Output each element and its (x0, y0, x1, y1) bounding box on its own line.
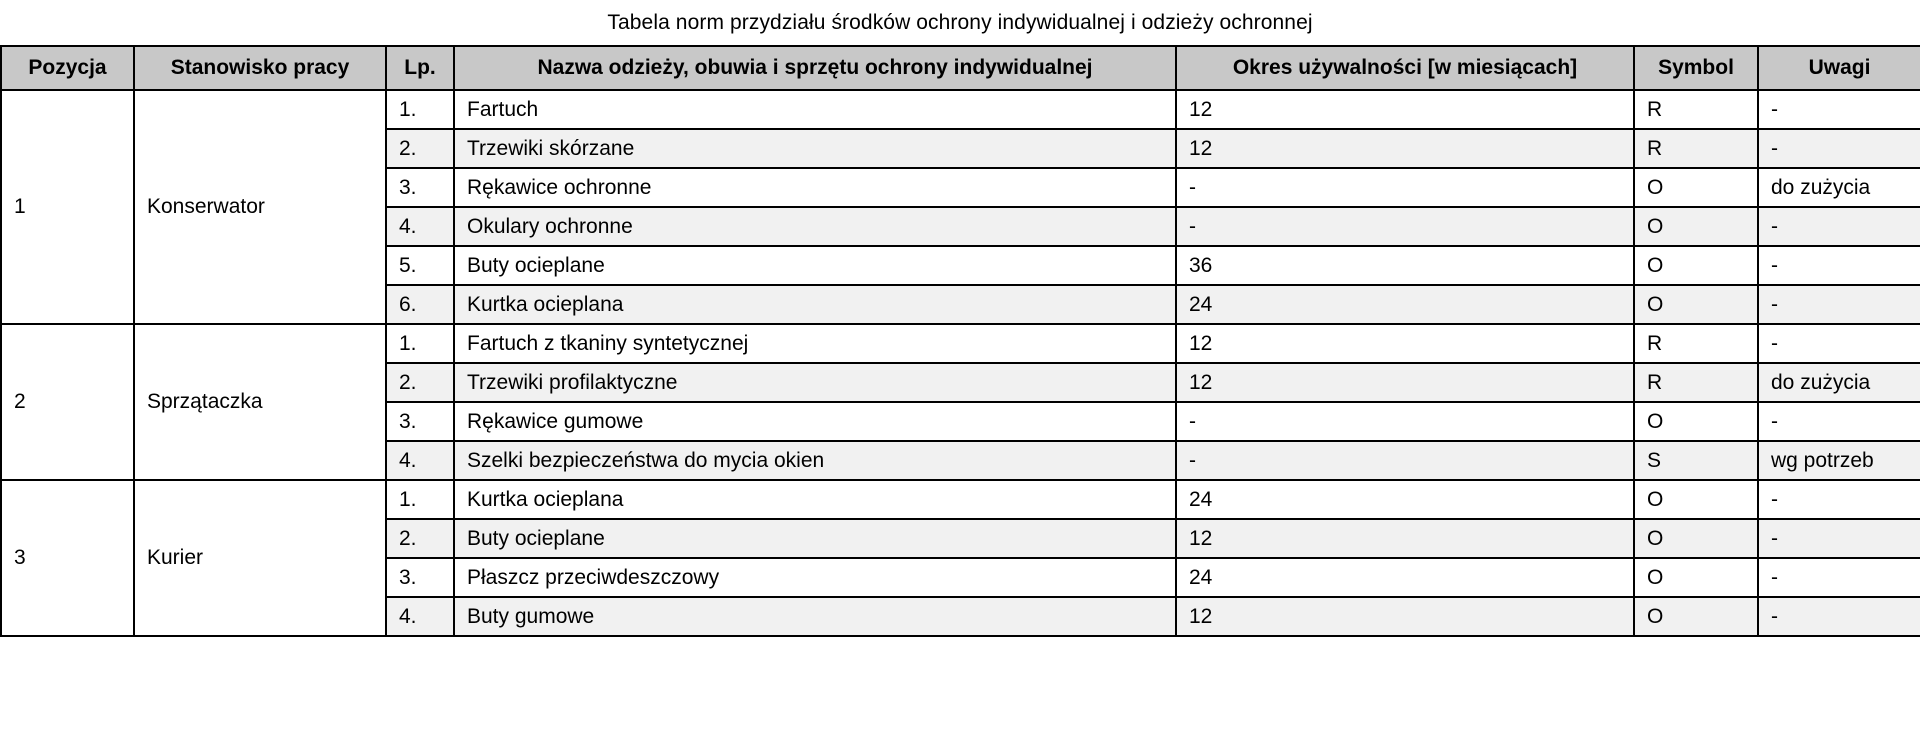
cell-nazwa: Rękawice gumowe (454, 402, 1176, 441)
cell-lp: 4. (386, 207, 454, 246)
cell-lp: 3. (386, 402, 454, 441)
cell-uwagi: do zużycia (1758, 363, 1920, 402)
cell-symbol: O (1634, 402, 1758, 441)
column-header-okres: Okres używalności [w miesiącach] (1176, 46, 1634, 90)
cell-symbol: O (1634, 246, 1758, 285)
cell-nazwa: Kurtka ocieplana (454, 480, 1176, 519)
cell-nazwa: Buty gumowe (454, 597, 1176, 636)
column-header-symbol: Symbol (1634, 46, 1758, 90)
norms-table (0, 45, 1920, 637)
cell-lp: 3. (386, 558, 454, 597)
cell-lp: 4. (386, 597, 454, 636)
cell-nazwa: Kurtka ocieplana (454, 285, 1176, 324)
cell-symbol: O (1634, 597, 1758, 636)
cell-lp: 2. (386, 363, 454, 402)
cell-uwagi: do zużycia (1758, 168, 1920, 207)
cell-nazwa: Rękawice ochronne (454, 168, 1176, 207)
cell-nazwa: Fartuch (454, 90, 1176, 129)
cell-okres: 12 (1176, 519, 1634, 558)
cell-nazwa: Szelki bezpieczeństwa do mycia okien (454, 441, 1176, 480)
cell-pozycja: 2 (1, 324, 134, 480)
cell-uwagi: - (1758, 597, 1920, 636)
cell-okres: - (1176, 441, 1634, 480)
cell-pozycja: 3 (1, 480, 134, 636)
header-row (1, 46, 1920, 90)
cell-uwagi: - (1758, 558, 1920, 597)
cell-uwagi: - (1758, 207, 1920, 246)
column-header-stanowisko: Stanowisko pracy (134, 46, 386, 90)
cell-uwagi: - (1758, 129, 1920, 168)
cell-lp: 2. (386, 129, 454, 168)
cell-symbol: O (1634, 285, 1758, 324)
cell-nazwa: Buty ocieplane (454, 246, 1176, 285)
cell-uwagi: - (1758, 480, 1920, 519)
cell-okres: 12 (1176, 129, 1634, 168)
cell-symbol: O (1634, 207, 1758, 246)
column-header-nazwa: Nazwa odzieży, obuwia i sprzętu ochrony indywidualnej (454, 46, 1176, 90)
cell-symbol: O (1634, 480, 1758, 519)
cell-lp: 2. (386, 519, 454, 558)
cell-stanowisko: Sprzątaczka (134, 324, 386, 480)
cell-okres: - (1176, 402, 1634, 441)
cell-okres: 24 (1176, 558, 1634, 597)
cell-symbol: O (1634, 168, 1758, 207)
cell-lp: 3. (386, 168, 454, 207)
cell-nazwa: Trzewiki profilaktyczne (454, 363, 1176, 402)
cell-symbol: O (1634, 558, 1758, 597)
table-row (1, 90, 1920, 129)
cell-symbol: R (1634, 324, 1758, 363)
column-header-lp: Lp. (386, 46, 454, 90)
cell-okres: 12 (1176, 324, 1634, 363)
cell-nazwa: Płaszcz przeciwdeszczowy (454, 558, 1176, 597)
cell-lp: 6. (386, 285, 454, 324)
table-header (1, 46, 1920, 90)
table-row (1, 324, 1920, 363)
column-header-uwagi: Uwagi (1758, 46, 1920, 90)
cell-lp: 1. (386, 90, 454, 129)
cell-okres: - (1176, 168, 1634, 207)
cell-uwagi: wg potrzeb (1758, 441, 1920, 480)
cell-nazwa: Fartuch z tkaniny syntetycznej (454, 324, 1176, 363)
cell-okres: 24 (1176, 285, 1634, 324)
page-title: Tabela norm przydziału środków ochrony indywidualnej i odzieży ochronnej (607, 11, 1313, 34)
cell-lp: 1. (386, 324, 454, 363)
table-row (1, 480, 1920, 519)
cell-pozycja: 1 (1, 90, 134, 324)
cell-okres: 12 (1176, 90, 1634, 129)
cell-nazwa: Trzewiki skórzane (454, 129, 1176, 168)
cell-symbol: R (1634, 129, 1758, 168)
cell-uwagi: - (1758, 90, 1920, 129)
column-header-pozycja: Pozycja (1, 46, 134, 90)
cell-uwagi: - (1758, 519, 1920, 558)
cell-lp: 4. (386, 441, 454, 480)
cell-nazwa: Buty ocieplane (454, 519, 1176, 558)
cell-okres: 24 (1176, 480, 1634, 519)
table-body (1, 90, 1920, 636)
cell-okres: 12 (1176, 363, 1634, 402)
cell-symbol: O (1634, 519, 1758, 558)
cell-uwagi: - (1758, 285, 1920, 324)
cell-symbol: R (1634, 363, 1758, 402)
cell-okres: 36 (1176, 246, 1634, 285)
cell-stanowisko: Kurier (134, 480, 386, 636)
cell-uwagi: - (1758, 324, 1920, 363)
cell-symbol: R (1634, 90, 1758, 129)
cell-okres: 12 (1176, 597, 1634, 636)
cell-lp: 1. (386, 480, 454, 519)
cell-uwagi: - (1758, 402, 1920, 441)
cell-lp: 5. (386, 246, 454, 285)
cell-stanowisko: Konserwator (134, 90, 386, 324)
cell-symbol: S (1634, 441, 1758, 480)
cell-uwagi: - (1758, 246, 1920, 285)
cell-nazwa: Okulary ochronne (454, 207, 1176, 246)
cell-okres: - (1176, 207, 1634, 246)
